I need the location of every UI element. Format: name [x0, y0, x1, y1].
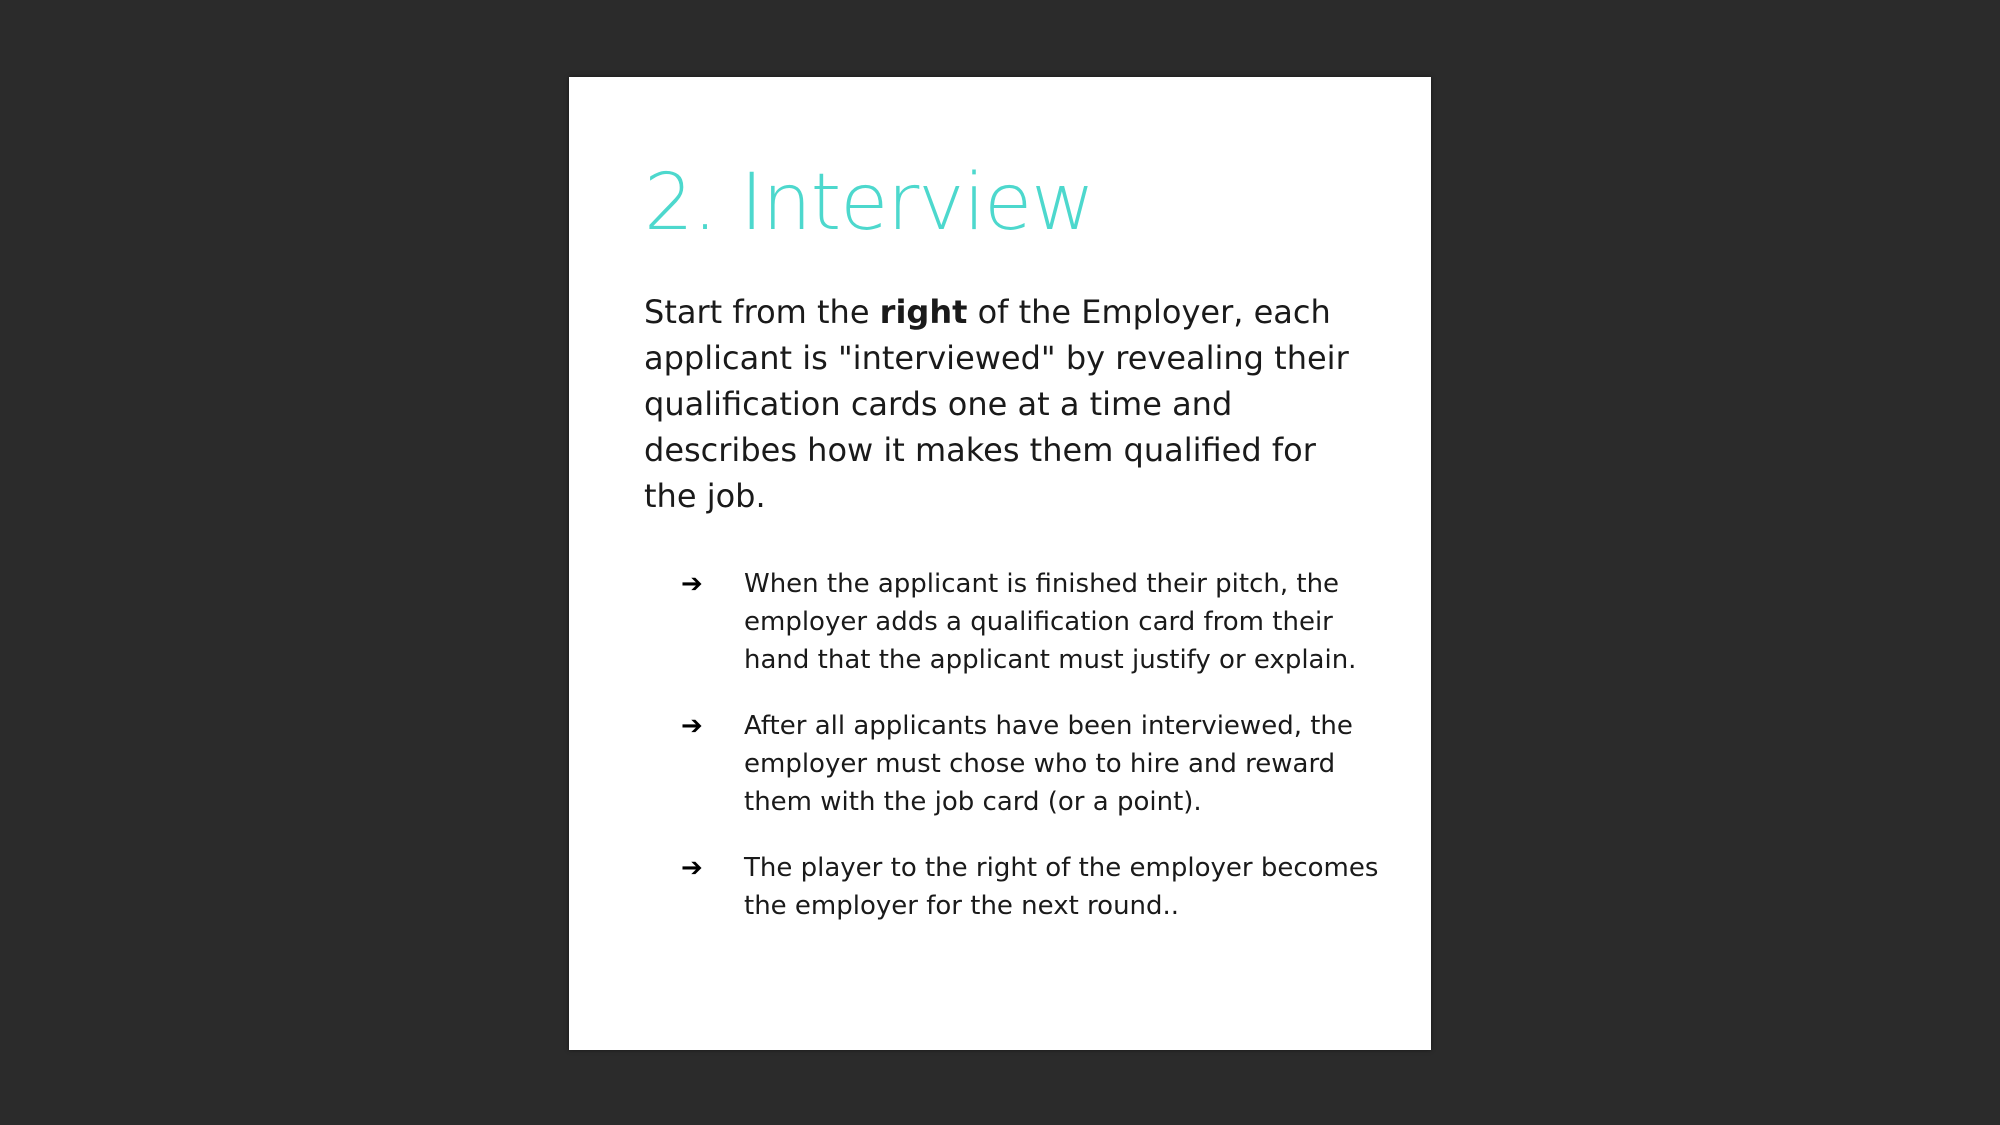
slide-title: 2. Interview [644, 158, 1094, 248]
intro-text-start: Start from the [644, 293, 880, 331]
bullet-text: When the applicant is finished their pitch, the employer adds a qualification card from their hand that the applicant must justify or explain. [744, 569, 1357, 675]
slide [569, 77, 1431, 1050]
arrow-right-icon: ➔ [681, 711, 703, 741]
intro-emphasis: right [879, 293, 968, 331]
arrow-right-icon: ➔ [681, 569, 703, 599]
bullet-item [681, 707, 1381, 821]
intro-text-end: of the Employer, each applicant is "interviewed" by revealing their qualification cards one at a time and describes how it makes them qualified for the job. [644, 293, 1349, 515]
bullet-list [681, 565, 1381, 953]
bullet-item [681, 849, 1381, 925]
bullet-text: The player to the right of the employer becomes the employer for the next round.. [744, 853, 1379, 921]
bullet-item [681, 565, 1381, 679]
arrow-right-icon: ➔ [681, 853, 703, 883]
intro-paragraph [644, 289, 1374, 519]
bullet-text: After all applicants have been interviewed, the employer must chose who to hire and reward them with the job card (or a point). [744, 711, 1353, 817]
